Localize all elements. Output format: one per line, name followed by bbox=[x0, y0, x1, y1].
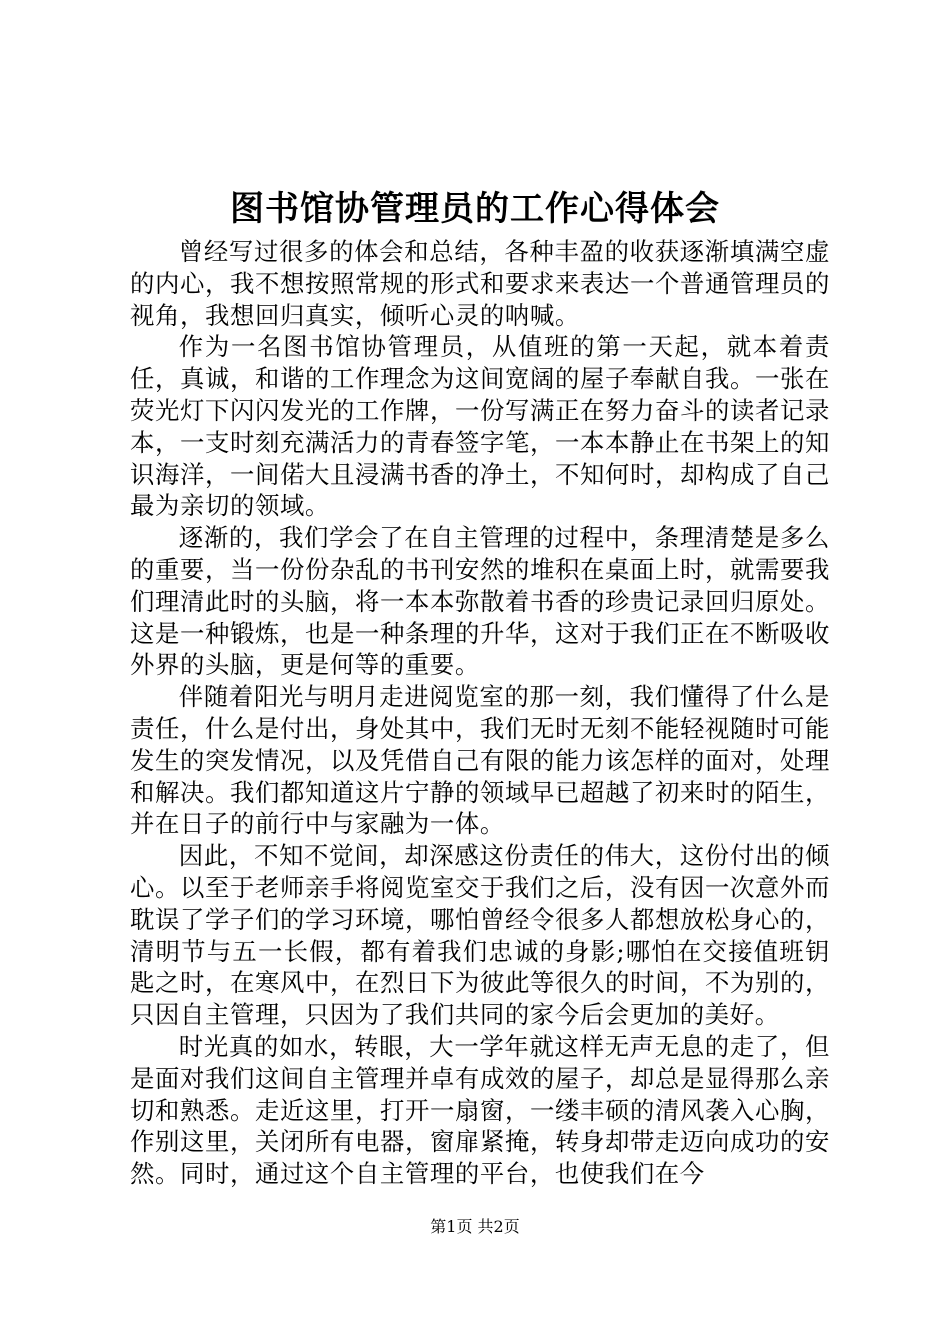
page-footer: 第1页 共2页 bbox=[430, 1217, 520, 1236]
paragraph: 因此，不知不觉间，却深感这份责任的伟大，这份付出的倾心。以至于老师亲手将阅览室交于我们之后，没有因一次意外而耽误了学子们的学习环境，哪怕曾经令很多人都想放松身心的，清明节与五一长假，都有着我们忠诚的身影;哪怕在交接值班钥匙之时，在寒风中，在烈日下为彼此等很久的时间，不为别的，只因自主管理，只因为了我们共同的家今后会更加的美好。 bbox=[130, 841, 830, 1030]
paragraph: 逐渐的，我们学会了在自主管理的过程中，条理清楚是多么的重要，当一份份杂乱的书刊安然的堆积在桌面上时，就需要我们理清此时的头脑，将一本本弥散着书香的珍贵记录回归原处。这是一种锻炼，也是一种条理的升华，这对于我们正在不断吸收外界的头脑，更是何等的重要。 bbox=[130, 523, 830, 680]
paragraph: 曾经写过很多的体会和总结，各种丰盈的收获逐渐填满空虚的内心，我不想按照常规的形式和要求来表达一个普通管理员的视角，我想回归真实，倾听心灵的呐喊。 bbox=[130, 237, 830, 330]
paragraph: 作为一名图书馆协管理员，从值班的第一天起，就本着责任，真诚，和谐的工作理念为这间宽阔的屋子奉献自我。一张在荧光灯下闪闪发光的工作牌，一份写满正在努力奋斗的读者记录本，一支时刻充满活力的青春签字笔，一本本静止在书架上的知识海洋，一间偌大且浸满书香的净土，不知何时，却构成了自己最为亲切的领域。 bbox=[130, 332, 830, 521]
paragraph: 时光真的如水，转眼，大一学年就这样无声无息的走了，但是面对我们这间自主管理并卓有成效的屋子，却总是显得那么亲切和熟悉。走近这里，打开一扇窗，一缕丰硕的清风袭入心胸，作别这里，关闭所有电器，窗扉紧掩，转身却带走迈向成功的安然。同时，通过这个自主管理的平台，也使我们在今 bbox=[130, 1031, 830, 1189]
document-body bbox=[130, 236, 830, 1190]
document-title: 图书馆协管理员的工作心得体会 bbox=[230, 189, 720, 229]
paragraph: 伴随着阳光与明月走进阅览室的那一刻，我们懂得了什么是责任，什么是付出，身处其中，我们无时无刻不能轻视随时可能发生的突发情况，以及凭借自己有限的能力该怎样的面对，处理和解决。我们都知道这片宁静的领域早已超越了初来时的陌生，并在日子的前行中与家融为一体。 bbox=[130, 682, 830, 839]
